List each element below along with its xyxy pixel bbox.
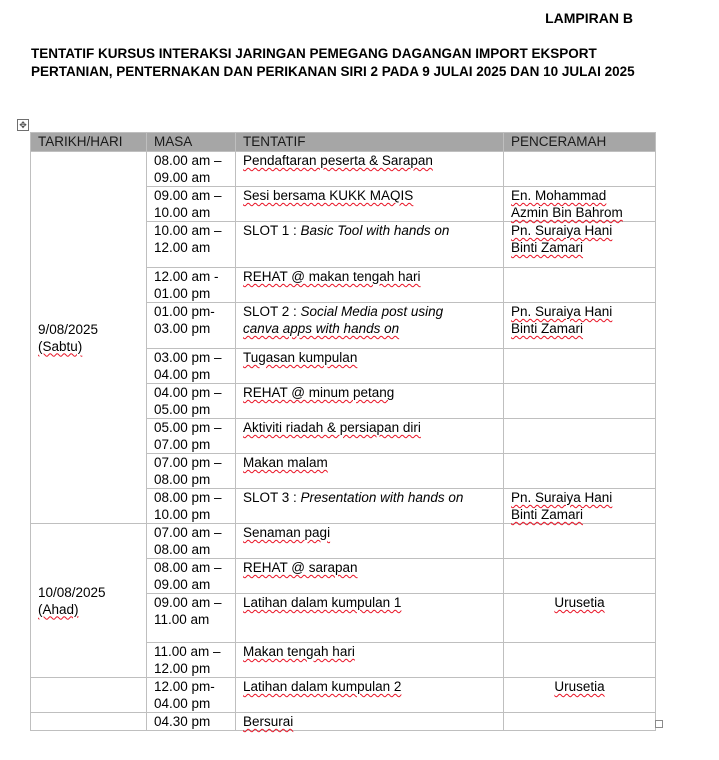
speaker-cell (504, 713, 656, 731)
time-cell: 03.00 pm – 04.00 pm (147, 349, 236, 384)
time-cell: 07.00 am – 08.00 am (147, 524, 236, 559)
tentative-cell: Bersurai (236, 713, 504, 731)
speaker-cell: Urusetia (504, 678, 656, 713)
day-cell (31, 524, 147, 678)
table-row (31, 713, 656, 731)
table-header-row (31, 133, 656, 152)
tentative-cell: SLOT 2 : Social Media post using canva apps with hands on (236, 303, 504, 349)
table-move-handle-icon[interactable]: ✥ (17, 119, 29, 131)
speaker-cell (504, 454, 656, 489)
time-cell: 10.00 am – 12.00 am (147, 222, 236, 268)
speaker-cell (504, 559, 656, 594)
time-cell: 12.00 pm- 04.00 pm (147, 678, 236, 713)
day-cell (31, 152, 147, 524)
speaker-cell (504, 152, 656, 187)
time-cell: 04.00 pm – 05.00 pm (147, 384, 236, 419)
time-cell: 09.00 am – 10.00 am (147, 187, 236, 222)
day-cell (31, 678, 147, 713)
tentative-cell: Latihan dalam kumpulan 1 (236, 594, 504, 643)
speaker-cell (504, 268, 656, 303)
time-cell: 07.00 pm – 08.00 pm (147, 454, 236, 489)
document-title: TENTATIF KURSUS INTERAKSI JARINGAN PEMEGANG DAGANGAN IMPORT EKSPORT PERTANIAN, PENTERNAKAN DAN PERIKANAN SIRI 2 PADA 9 JULAI 2025 DAN 10 JULAI 2025 (31, 46, 635, 79)
table-row (31, 678, 656, 713)
speaker-cell (504, 384, 656, 419)
time-cell: 08.00 pm – 10.00 pm (147, 489, 236, 524)
tentative-cell: Aktiviti riadah & persiapan diri (236, 419, 504, 454)
table-row (31, 524, 656, 559)
tentative-cell: Senaman pagi (236, 524, 504, 559)
speaker-cell: Pn. Suraiya Hani Binti Zamari (504, 489, 656, 524)
time-cell: 12.00 am - 01.00 pm (147, 268, 236, 303)
speaker-cell: Pn. Suraiya Hani Binti Zamari (504, 222, 656, 268)
speaker-cell: Urusetia (504, 594, 656, 643)
header-time: MASA (147, 133, 236, 152)
speaker-cell (504, 643, 656, 678)
tentative-cell: Latihan dalam kumpulan 2 (236, 678, 504, 713)
time-cell: 08.00 am – 09.00 am (147, 559, 236, 594)
speaker-cell (504, 524, 656, 559)
speaker-cell (504, 349, 656, 384)
time-cell: 11.00 am – 12.00 pm (147, 643, 236, 678)
speaker-cell: Pn. Suraiya Hani Binti Zamari (504, 303, 656, 349)
header-speaker: PENCERAMAH (504, 133, 656, 152)
appendix-label: LAMPIRAN B (545, 10, 633, 26)
tentative-cell: Tugasan kumpulan (236, 349, 504, 384)
tentative-cell: REHAT @ minum petang (236, 384, 504, 419)
time-cell: 09.00 am – 11.00 am (147, 594, 236, 643)
time-cell: 04.30 pm (147, 713, 236, 731)
time-cell: 01.00 pm- 03.00 pm (147, 303, 236, 349)
date-text: 10/08/2025 (38, 584, 106, 600)
tentative-cell: Pendaftaran peserta & Sarapan (236, 152, 504, 187)
tentative-cell: Makan tengah hari (236, 643, 504, 678)
day-text: (Sabtu) (38, 338, 83, 354)
schedule-table (30, 132, 656, 731)
table-resize-handle[interactable] (655, 720, 663, 728)
tentative-cell: SLOT 1 : Basic Tool with hands on (236, 222, 504, 268)
time-cell: 05.00 pm – 07.00 pm (147, 419, 236, 454)
tentative-cell: REHAT @ makan tengah hari (236, 268, 504, 303)
table-row (31, 152, 656, 187)
tentative-cell: SLOT 3 : Presentation with hands on (236, 489, 504, 524)
speaker-cell (504, 419, 656, 454)
header-tentative: TENTATIF (236, 133, 504, 152)
tentative-cell: Sesi bersama KUKK MAQIS (236, 187, 504, 222)
day-cell (31, 713, 147, 731)
day-text: (Ahad) (38, 601, 79, 617)
time-cell: 08.00 am – 09.00 am (147, 152, 236, 187)
tentative-cell: Makan malam (236, 454, 504, 489)
tentative-cell: REHAT @ sarapan (236, 559, 504, 594)
date-text: 9/08/2025 (38, 321, 99, 337)
speaker-cell: En. Mohammad Azmin Bin Bahrom (504, 187, 656, 222)
header-date: TARIKH/HARI (31, 133, 147, 152)
